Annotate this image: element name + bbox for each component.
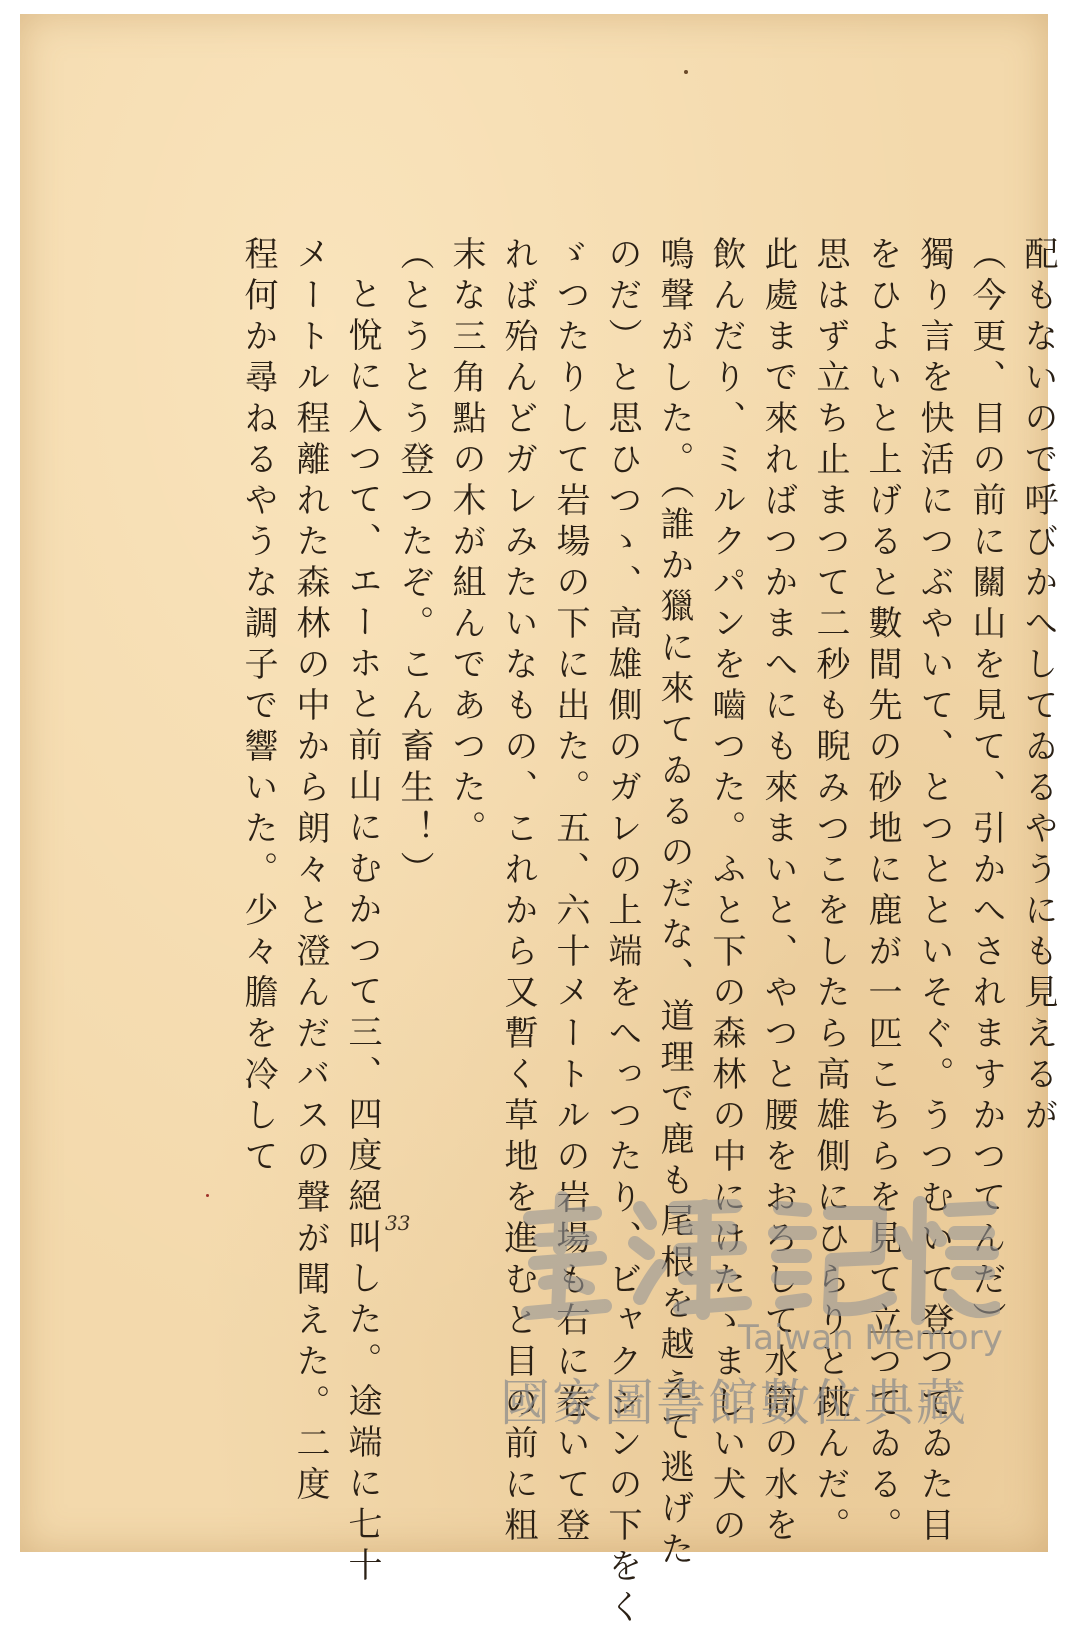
text-line: ゞつたりして岩場の下に出た。五、六十メートルの岩場も右に卷いて登 — [550, 236, 590, 1548]
text-line: 配もないので呼びかへしてゐるやうにも見えるが — [1018, 236, 1058, 1138]
text-line: メートル程離れた森林の中から朗々と澄んだバスの聲が聞えた。二度 — [290, 236, 330, 1507]
text-line: をひよいと上げると數間先の砂地に鹿が一匹こちらを見て立つてゐる。 — [862, 236, 902, 1548]
text-line: 程何か尋ねるやうな調子で響いた。少々膽を冷して — [238, 236, 278, 1179]
watermark-chinese: 國家圖書館數位典藏 — [500, 1374, 968, 1432]
text-line: と悅に入つて、エーホと前山にむかつて三、四度絕叫した。途端に七十 — [342, 276, 382, 1588]
text-line: 思はず立ち止まつて二秒も睨みつこをしたら高雄側にひらりと跳んだ。 — [810, 236, 850, 1548]
text-line: 鳴聲がした。（誰か獵に來てゐるのだな、道理で鹿も尾根を越えて逃げた — [654, 236, 694, 1572]
text-line: 飲んだり、ミルクパンを嚙つた。ふと下の森林の中にけたゝましい犬の — [706, 236, 746, 1548]
watermark-english: Taiwan Memory — [738, 1318, 1003, 1358]
ink-speck — [206, 1194, 209, 1197]
text-line: 此處まで來ればつかまへにも來まいと、やつと腰をおろして水筒の水を — [758, 236, 798, 1548]
taiwan-memory-logo — [500, 1178, 1000, 1328]
text-line: （とうとう登つたぞ。こん畜生！） — [394, 236, 434, 892]
text-line: のだ）と思ひつゝ、高雄側のガレの上端をへっつたり、ビャクシンの下をく — [602, 236, 642, 1630]
text-line: れば殆んどガレみたいなもの、これから又暫く草地を進むと目の前に粗 — [498, 236, 538, 1548]
text-line: 獨り言を快活につぶやいて、とつとといそぐ。うつむいて登つてゐた目 — [914, 236, 954, 1548]
text-line: 末な三角點の木が組んであつた。 — [446, 236, 486, 851]
text-line: （今更、目の前に關山を見て、引かへされますかつてんだ） — [966, 236, 1006, 1343]
ink-speck — [684, 70, 688, 74]
watermark — [480, 1178, 1020, 1448]
page-number: 33 — [385, 1211, 411, 1235]
